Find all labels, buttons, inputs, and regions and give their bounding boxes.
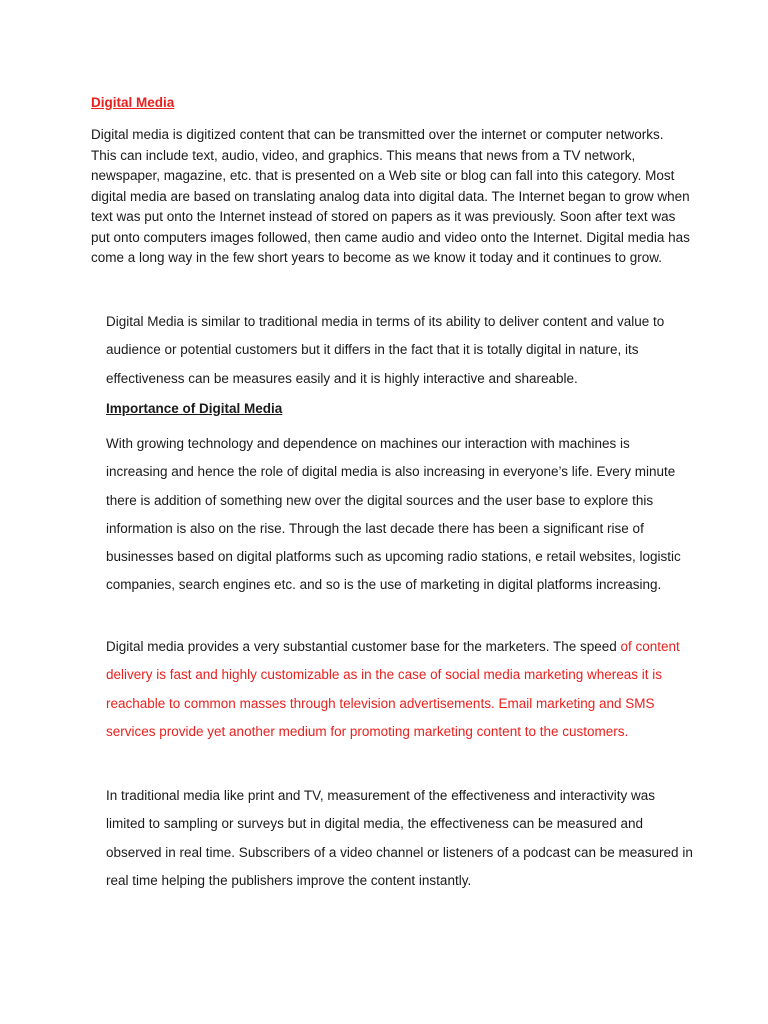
customer-base-highlighted-text: of content delivery is fast and highly customizable as in the case of social media marketing whereas it is reachable to common masses through television advertisements. Email marketing and SMS services provide yet another medium for promoting marketing content to the customers.	[106, 639, 680, 739]
measurement-paragraph: In traditional media like print and TV, measurement of the effectiveness and interactivity was limited to sampling or surveys but in digital media, the effectiveness can be measured and observed in real time. Subscribers of a video channel or listeners of a podcast can be measured in real time helping the publishers improve the content instantly.	[106, 788, 693, 888]
customer-base-plain-text: Digital media provides a very substantial customer base for the marketers. The speed	[106, 639, 621, 654]
comparison-paragraph: Digital Media is similar to traditional media in terms of its ability to deliver content and value to audience or potential customers but it differs in the fact that it is totally digital in nature, its effectiveness can be measures easily and it is highly interactive and shareable.	[106, 314, 665, 386]
growing-technology-paragraph: With growing technology and dependence on machines our interaction with machines is increasing and hence the role of digital media is also increasing in everyone’s life. Every minute there is addition of something new over the digital sources and the user base to explore this information is also on the rise. Through the last decade there has been a significant rise of businesses based on digital platforms such as upcoming radio stations, e retail websites, logistic companies, search engines etc. and so is the use of marketing in digital platforms increasing.	[106, 436, 681, 593]
intro-paragraph: Digital media is digitized content that can be transmitted over the internet or computer networks. This can include text, audio, video, and graphics. This means that news from a TV network, newspaper, magazine, etc. that is presented on a Web site or blog can fall into this category. Most digital media are based on translating analog data into digital data. The Internet began to grow when text was put onto the Internet instead of stored on papers as it was previously. Soon after text was put onto computers images followed, then came audio and video onto the Internet. Digital media has come a long way in the few short years to become as we know it today and it continues to grow.	[91, 127, 690, 265]
customer-base-paragraph	[106, 633, 694, 746]
section-heading-importance: Importance of Digital Media	[106, 401, 283, 416]
document-title: Digital Media	[91, 95, 175, 110]
